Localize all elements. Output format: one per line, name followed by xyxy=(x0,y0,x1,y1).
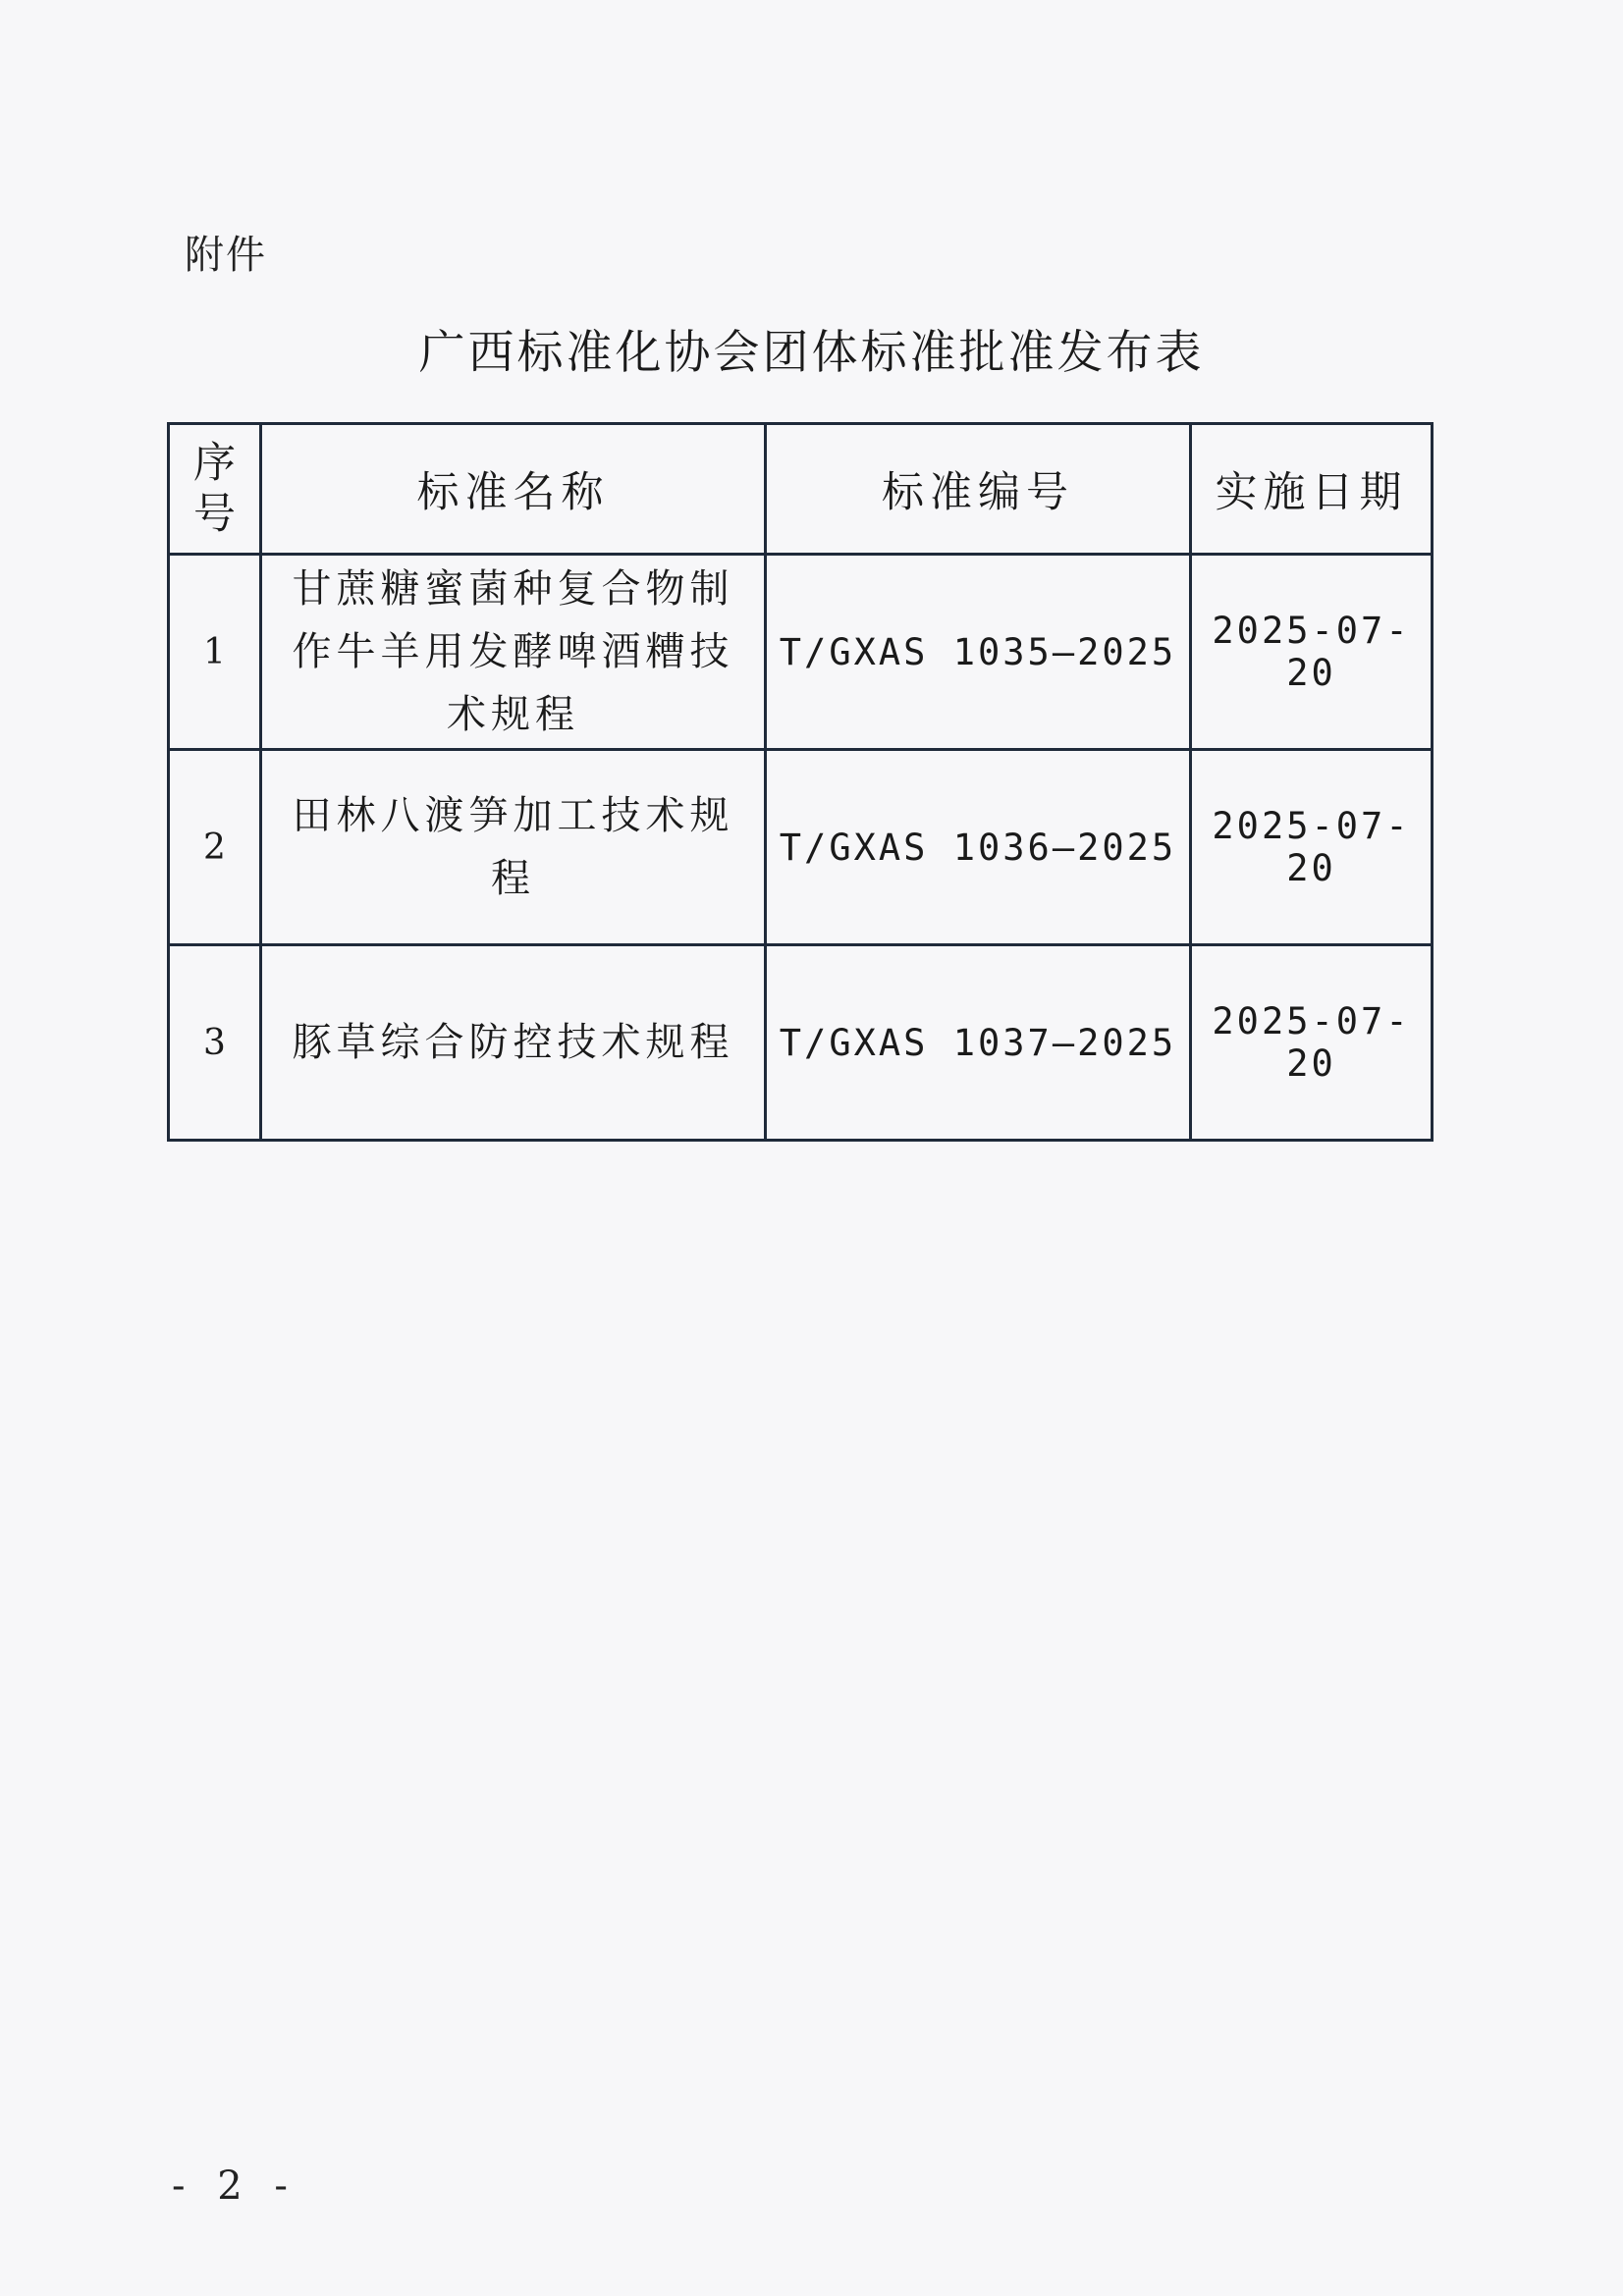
standards-table-wrapper xyxy=(167,422,1431,1142)
header-serial-number xyxy=(169,424,261,555)
table-row xyxy=(169,945,1433,1141)
row-implementation-date: 2025-07-20 xyxy=(1191,750,1433,945)
row-implementation-date: 2025-07-20 xyxy=(1191,555,1433,750)
row-serial-number: 1 xyxy=(169,555,261,750)
header-standard-name: 标准名称 xyxy=(261,424,766,555)
header-standard-code: 标准编号 xyxy=(766,424,1191,555)
row-standard-name: 豚草综合防控技术规程 xyxy=(261,945,766,1141)
row-standard-code: T/GXAS 1036—2025 xyxy=(766,750,1191,945)
table-header-row xyxy=(169,424,1433,555)
table-row xyxy=(169,555,1433,750)
header-implementation-date: 实施日期 xyxy=(1191,424,1433,555)
header-serial-line1: 序 xyxy=(193,439,236,488)
attachment-label: 附件 xyxy=(185,233,267,278)
table-row xyxy=(169,750,1433,945)
row-standard-name: 田林八渡笋加工技术规程 xyxy=(261,750,766,945)
standards-table xyxy=(167,422,1434,1142)
row-standard-code: T/GXAS 1035—2025 xyxy=(766,555,1191,750)
row-serial-number: 3 xyxy=(169,945,261,1141)
document-title: 广西标准化协会团体标准批准发布表 xyxy=(418,326,1205,380)
row-standard-code: T/GXAS 1037—2025 xyxy=(766,945,1191,1141)
row-serial-number: 2 xyxy=(169,750,261,945)
page-number: - 2 - xyxy=(172,2163,298,2209)
row-implementation-date: 2025-07-20 xyxy=(1191,945,1433,1141)
row-standard-name: 甘蔗糖蜜菌种复合物制作牛羊用发酵啤酒糟技术规程 xyxy=(261,555,766,750)
header-serial-line2: 号 xyxy=(193,490,236,539)
